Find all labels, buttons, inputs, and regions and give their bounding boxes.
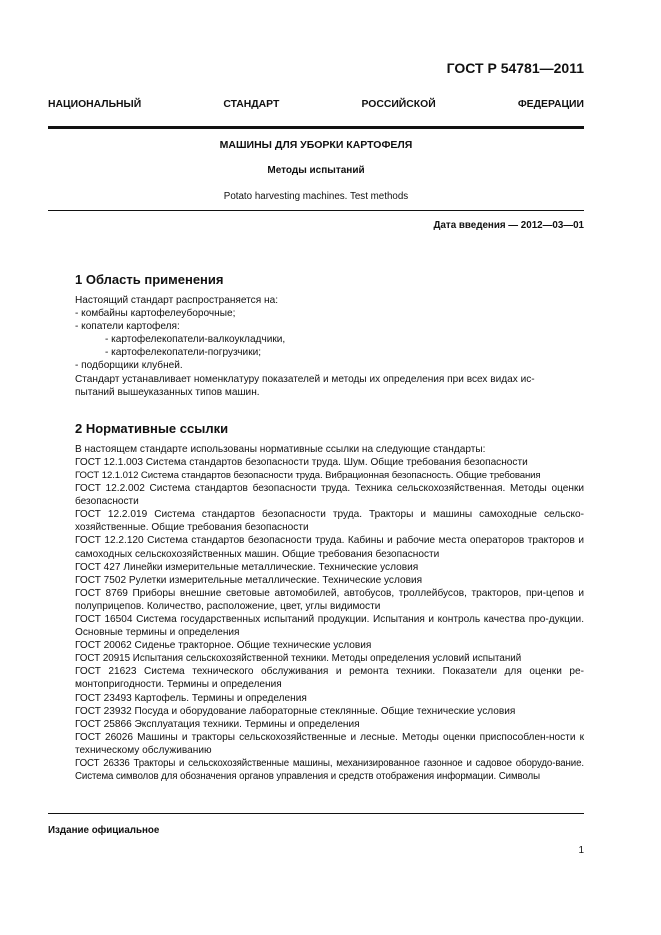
reference-item: ГОСТ 16504 Система государственных испытаний продукции. Испытания и контроль качества про-дукции. Основные термины и определения: [75, 613, 584, 639]
document-number: ГОСТ Р 54781—2011: [446, 60, 584, 76]
header-divider: [48, 126, 584, 129]
reference-item: ГОСТ 427 Линейки измерительные металлические. Технические условия: [75, 561, 419, 573]
document-body: [75, 271, 584, 783]
reference-item: ГОСТ 25866 Эксплуатация техники. Термины и определения: [75, 718, 360, 730]
scope-subitem: - картофелекопатели-валкоукладчики,: [105, 334, 286, 346]
section-2-body: [75, 443, 584, 783]
reference-item: ГОСТ 23932 Посуда и оборудование лабораторные стеклянные. Общие технические условия: [75, 705, 516, 717]
scope-line: - комбайны картофелеуборочные;: [75, 308, 236, 320]
reference-item: ГОСТ 12.1.003 Система стандартов безопасности труда. Шум. Общие требования безопасности: [75, 456, 528, 468]
reference-item: ГОСТ 12.1.012 Система стандартов безопасности труда. Вибрационная безопасность. Общие требования: [75, 469, 541, 481]
scope-line: - подборщики клубней.: [75, 360, 183, 372]
section-1-heading: 1 Область применения: [75, 272, 224, 287]
reference-item: ГОСТ 7502 Рулетки измерительные металлические. Технические условия: [75, 574, 423, 586]
document-title: МАШИНЫ ДЛЯ УБОРКИ КАРТОФЕЛЯ: [219, 139, 413, 151]
section-2-heading: 2 Нормативные ссылки: [75, 420, 229, 436]
reference-list: [75, 456, 584, 783]
reference-item: ГОСТ 23493 Картофель. Термины и определения: [75, 692, 307, 704]
official-edition-label: Издание официальное: [48, 825, 160, 836]
footer-divider: [48, 813, 584, 814]
title-divider: [48, 210, 584, 211]
document-subtitle: Методы испытаний: [267, 165, 365, 176]
reference-item: ГОСТ 26026 Машины и тракторы сельскохозяйственные и лесные. Методы оценки приспособлен-ности к техническому обслуживанию: [75, 731, 584, 756]
reference-item: ГОСТ 12.2.120 Система стандартов безопасности труда. Кабины и рабочие места операторов тракторов и самоходных сельскохозяйственных машин. Общие требования безопасности: [75, 535, 584, 560]
national-standard-banner: НАЦИОНАЛЬНЫЙ СТАНДАРТ РОССИЙСКОЙ ФЕДЕРАЦИИ: [48, 99, 584, 110]
page-number: 1: [578, 845, 584, 856]
reference-item: ГОСТ 12.2.019 Система стандартов безопасности труда. Тракторы и машины самоходные сельско-хозяйственные. Общие требования безопасности: [75, 509, 584, 534]
document-english-title: Potato harvesting machines. Test methods: [223, 191, 409, 202]
reference-item: ГОСТ 12.2.002 Система стандартов безопасности труда. Техника сельскохозяйственная. Методы оценки безопасности: [75, 483, 584, 508]
reference-item: ГОСТ 26336 Тракторы и сельскохозяйственные машины, механизированное газонное и садовое оборудо-вание. Система символов для обозначения органов управления и средств отображения информации. Символы: [75, 758, 584, 783]
reference-item: ГОСТ 21623 Система технического обслуживания и ремонта техники. Показатели для оценки ре-монтопригодности. Термины и определения: [75, 666, 584, 691]
scope-line: пытаний вышеуказанных типов машин.: [75, 386, 260, 398]
scope-line: - копатели картофеля:: [75, 321, 180, 333]
references-intro: В настоящем стандарте использованы нормативные ссылки на следующие стандарты:: [75, 443, 486, 455]
section-1-body: [75, 294, 584, 399]
scope-line: Настоящий стандарт распространяется на:: [75, 295, 278, 306]
reference-item: ГОСТ 20062 Сиденье тракторное. Общие технические условия: [75, 640, 372, 652]
introduction-date: Дата введения — 2012—03—01: [433, 220, 584, 231]
scope-subitem: - картофелекопатели-погрузчики;: [105, 347, 262, 359]
scope-line: Стандарт устанавливает номенклатуру показателей и методы их определения при всех видах ис-: [75, 373, 535, 385]
reference-item: ГОСТ 20915 Испытания сельскохозяйственной техники. Методы определения условий испытаний: [75, 653, 522, 665]
reference-item: ГОСТ 8769 Приборы внешние световые автомобилей, автобусов, троллейбусов, тракторов, при-цепов и полуприцепов. Количество, расположение, цвет, углы видимости: [75, 587, 584, 612]
